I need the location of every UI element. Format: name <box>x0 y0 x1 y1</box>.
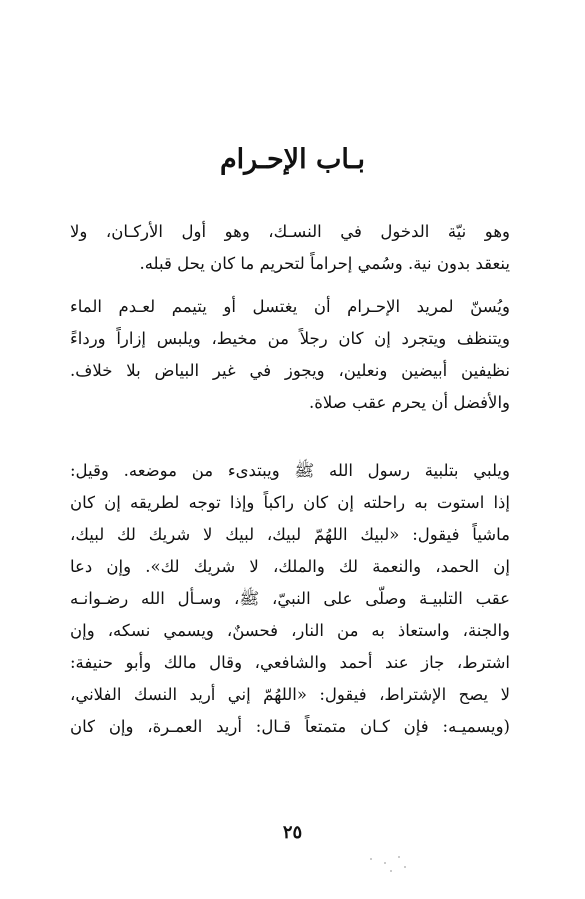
text-line: ينعقد بدون نية. وسُمي إحراماً لتحريم ما كان يحل قبله. <box>139 254 510 273</box>
paragraph-3 <box>70 455 510 743</box>
scan-speck <box>404 866 406 868</box>
text-line: إذا استوت به راحلته إن كان راكباً وإذا توجه لطريقه إن كان <box>70 493 510 512</box>
text-line: اشترط، جاز عند أحمد والشافعي، وقال مالك وأبو حنيفة: <box>70 653 510 672</box>
text-line: ويُسنّ لمريد الإحـرام أن يغتسل أو يتيمم لعـدم الماء <box>70 297 510 316</box>
scan-speck <box>390 870 392 872</box>
text-line: ماشياً فيقول: «لبيك اللهُمّ لبيك، لبيك لا شريك لك لبيك، <box>70 525 510 544</box>
paragraph-1 <box>70 216 510 280</box>
scan-speck <box>384 862 386 864</box>
text-line: نظيفين أبيضين ونعلين، ويجوز في غير البياض بلا خلاف. <box>70 361 510 380</box>
page-number: ٢٥ <box>282 822 303 843</box>
text-line: إن الحمد، والنعمة لك والملك، لا شريك لك». وإن دعا <box>70 557 510 576</box>
chapter-title: بـاب الإحـرام <box>219 144 366 175</box>
scan-speck <box>398 856 400 858</box>
scan-speck <box>370 858 372 860</box>
text-line: والجنة، واستعاذ به من النار، فحسنٌ، ويسمي نسكه، وإن <box>70 621 510 640</box>
text-line: لا يصح الإشتراط، فيقول: «اللهُمّ إني أريد النسك الفلاني، <box>70 685 510 704</box>
text-line: ويتنظف ويتجرد إن كان رجلاً من مخيط، ويلبس إزاراً ورداءً <box>70 329 510 348</box>
text-line: عقب التلبيـة وصلّى على النبيّ، ﷺ، وسـأل الله رضـوانـه <box>70 589 510 608</box>
text-line: ويلبي بتلبية رسول الله ﷺ ويبتدىء من موضعه. وقيل: <box>70 461 510 480</box>
text-line: (ويسميـه: فإن كـان متمتعاً قـال: أريد العمـرة، وإن كان <box>70 717 510 736</box>
text-line: والأفضل أن يحرم عقب صلاة. <box>308 393 510 412</box>
paragraph-2 <box>70 291 510 419</box>
text-line: وهو نيّة الدخول في النسـك، وهو أول الأركـان، ولا <box>70 222 510 241</box>
